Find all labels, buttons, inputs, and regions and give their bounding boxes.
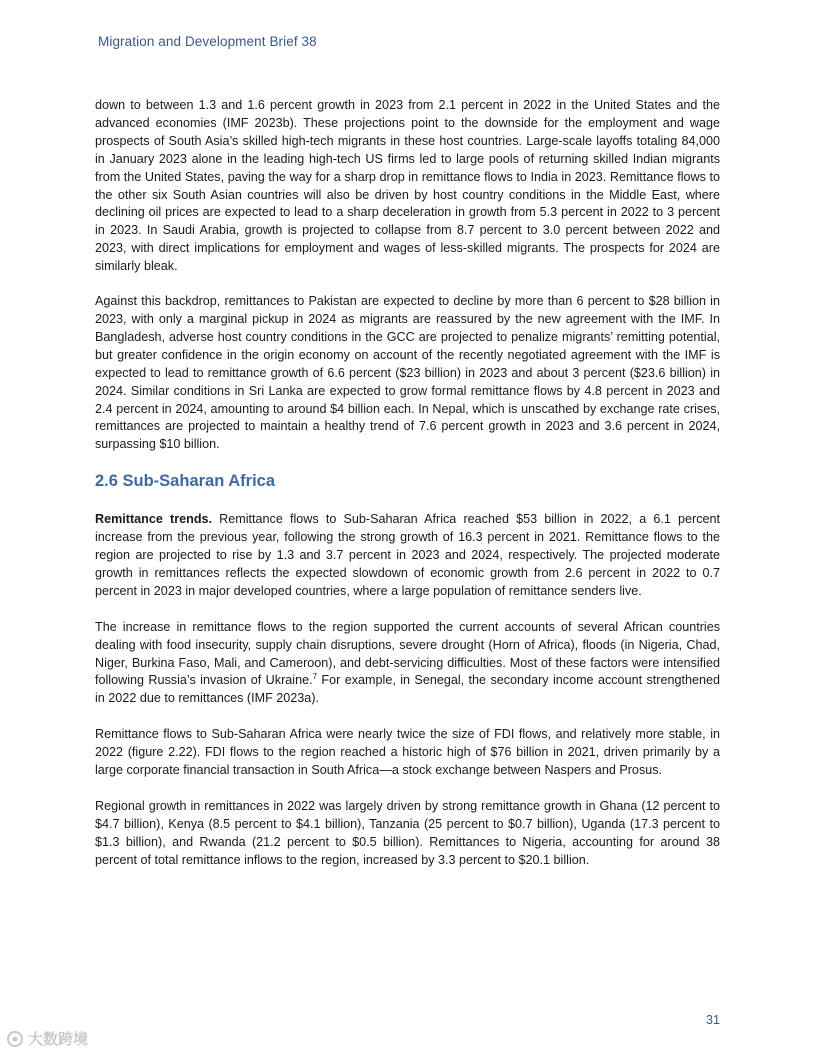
paragraph-text: The increase in remittance flows to the region supported the current accounts of several African countries dealing with food insecurity, supply chain disruptions, severe drought (Horn of Africa), floods (in Nigeria, Chad, Niger, Burkina Faso, Mali, and Cameroon), and debt-servicing difficulties. Most of these factors were intensified following Russia’s invasion of Ukraine. bbox=[95, 619, 720, 688]
body-paragraph: Against this backdrop, remittances to Pakistan are expected to decline by more than 6 percent to $28 billion in 2023, with only a marginal pickup in 2024 as migrants are reassured by the new agreement with the IMF. In Bangladesh, adverse host country conditions in the GCC are projected to penalize migrants’ remitting potential, but greater confidence in the origin economy on account of the recently negotiated agreement with the IMF is expected to lead to remittance growth of 6.6 percent ($23 billion) in 2023 and about 3 percent ($23.6 billion) in 2024. Similar conditions in Sri Lanka are expected to grow formal remittance flows by 4.8 percent in 2023 and 2.4 percent in 2024, amounting to around $4 billion each. In Nepal, which is unscathed by exchange rate crises, remittances are projected to maintain a healthy trend of 7.6 percent growth in 2023 and 3.6 percent in 2024, surpassing $10 billion. bbox=[95, 294, 720, 452]
watermark bbox=[6, 1028, 88, 1049]
body-paragraph bbox=[95, 511, 720, 601]
body-paragraph: Regional growth in remittances in 2022 was largely driven by strong remittance growth in Ghana (12 percent to $4.7 billion), Kenya (8.5 percent to $4.1 billion), Tanzania (25 percent to $0.7 billion), Uganda (17.3 percent to $1.3 billion), and Rwanda (21.2 percent to $0.5 billion). Remittances to Nigeria, accounting for around 38 percent of total remittance inflows to the region, increased by 3.3 percent to $20.1 billion. bbox=[95, 799, 720, 867]
page-body bbox=[95, 97, 720, 888]
footnote-marker[interactable]: 7 bbox=[312, 672, 318, 682]
section-heading: 2.6 Sub-Saharan Africa bbox=[95, 472, 276, 491]
running-header: Migration and Development Brief 38 bbox=[98, 34, 317, 49]
body-paragraph: Remittance flows to Sub-Saharan Africa were nearly twice the size of FDI flows, and relatively more stable, in 2022 (figure 2.22). FDI flows to the region reached a historic high of $76 billion in 2021, driven primarily by a large corporate financial transaction in South Africa—a stock exchange between Naspers and Prosus. bbox=[95, 727, 720, 778]
watermark-logo-icon bbox=[6, 1030, 24, 1048]
paragraph-lead-label: Remittance trends. bbox=[95, 512, 213, 527]
body-paragraph: down to between 1.3 and 1.6 percent growth in 2023 from 2.1 percent in 2022 in the United States and the advanced economies (IMF 2023b). These projections point to the downside for the employment and wage prospects of South Asia’s skilled high-tech migrants in these host countries. Large-scale layoffs totaling 84,000 in January 2023 alone in the leading high-tech US firms led to large pools of returning skilled Indian migrants from the United States, paving the way for a sharp drop in remittance flows to India in 2023. Remittance flows to the other six South Asian countries will also be driven by host country conditions in the Middle East, where declining oil prices are expected to lead to a sharp deceleration in growth from 5.3 percent in 2022 to 3 percent in 2023. In Saudi Arabia, growth is projected to collapse from 8.7 percent to 3.0 percent between 2022 and 2023, with direct implications for employment and wages of less-skilled migrants. The prospects for 2024 are similarly bleak. bbox=[95, 98, 720, 274]
page-number: 31 bbox=[706, 1013, 720, 1027]
watermark-text: 大数跨境 bbox=[28, 1031, 89, 1048]
body-paragraph bbox=[95, 619, 720, 709]
paragraph-text: For example, in Senegal, the secondary income account strengthened in 2022 due to remittances (IMF 2023a). bbox=[95, 673, 720, 706]
paragraph-text: Remittance flows to Sub-Saharan Africa reached $53 billion in 2022, a 6.1 percent increase from the previous year, following the strong growth of 16.3 percent in 2021. Remittance flows to the region are projected to rise by 1.3 and 3.7 percent in 2023 and 2024, respectively. The projected moderate growth in remittances reflects the expected slowdown of economic growth from 2.6 percent in 2022 to 0.7 percent in 2023 in major developed countries, where a large population of remittance senders live. bbox=[95, 512, 720, 598]
